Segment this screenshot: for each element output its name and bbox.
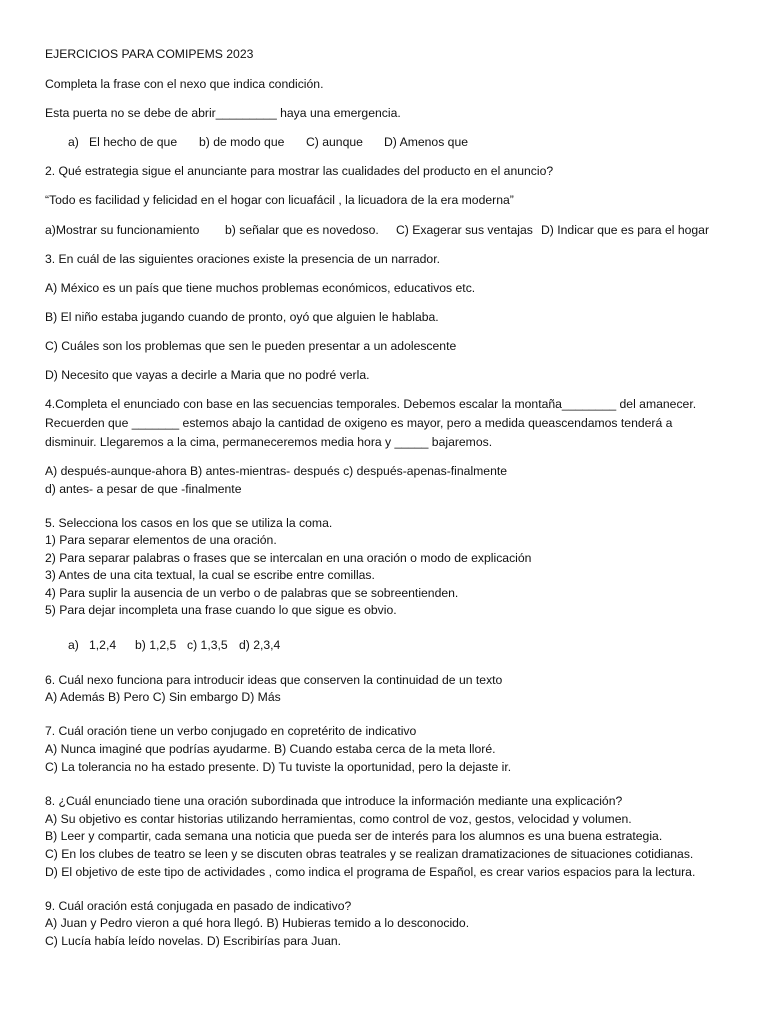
q3-option-b: B) El niño estaba jugando cuando de pronto, oyó que alguien le hablaba. bbox=[45, 310, 439, 324]
q1-options bbox=[68, 134, 468, 152]
q6-options: A) Además B) Pero C) Sin embargo D) Más bbox=[45, 690, 281, 704]
q9-options-line-2: C) Lucía había leído novelas. D) Escribirías para Juan. bbox=[45, 934, 342, 948]
q5-option-a-marker: a) bbox=[68, 638, 79, 652]
q1-option-a: El hecho de que bbox=[89, 135, 178, 149]
q2-options bbox=[45, 222, 709, 240]
q3-option-d: D) Necesito que vayas a decirle a Maria que no podré verla. bbox=[45, 368, 370, 382]
q1-option-a-marker: a) bbox=[68, 135, 79, 149]
q5-item-2: 2) Para separar palabras o frases que se intercalan en una oración o modo de explicación bbox=[45, 551, 532, 565]
q1-option-b: b) de modo que bbox=[199, 135, 285, 149]
q2-option-d: D) Indicar que es para el hogar bbox=[541, 223, 710, 237]
q4-line-3: disminuir. Llegaremos a la cima, permaneceremos media hora y _____ bajaremos. bbox=[45, 435, 493, 449]
q2-question: 2. Qué estrategia sigue el anunciante para mostrar las cualidades del producto en el anuncio? bbox=[45, 164, 554, 178]
q5-item-3: 3) Antes de una cita textual, la cual se escribe entre comillas. bbox=[45, 568, 375, 582]
q7-options-line-2: C) La tolerancia no ha estado presente. D) Tu tuviste la oportunidad, pero la dejaste ir. bbox=[45, 760, 512, 774]
q4-line-1: 4.Completa el enunciado con base en las secuencias temporales. Debemos escalar la montaña________ del amanecer. bbox=[45, 397, 697, 411]
q9-question: 9. Cuál oración está conjugada en pasado de indicativo? bbox=[45, 899, 352, 913]
q9-options-line-1: A) Juan y Pedro vieron a qué hora llegó. B) Hubieras temido a lo desconocido. bbox=[45, 916, 470, 930]
q5-option-d: d) 2,3,4 bbox=[239, 638, 281, 652]
q2-option-c: C) Exagerar sus ventajas bbox=[396, 223, 533, 237]
q6-question: 6. Cuál nexo funciona para introducir ideas que conserven la continuidad de un texto bbox=[45, 673, 503, 687]
q8-option-b: B) Leer y compartir, cada semana una noticia que pueda ser de interés para los alumnos es una buena estrategia. bbox=[45, 829, 663, 843]
q8-option-a: A) Su objetivo es contar historias utilizando herramientas, como control de voz, gestos, velocidad y volumen. bbox=[45, 812, 632, 826]
document-title: EJERCICIOS PARA COMIPEMS 2023 bbox=[45, 47, 254, 61]
q5-item-5: 5) Para dejar incompleta una frase cuando lo que sigue es obvio. bbox=[45, 603, 397, 617]
q5-item-4: 4) Para suplir la ausencia de un verbo o de palabras que se sobreentienden. bbox=[45, 586, 459, 600]
q8-option-c: C) En los clubes de teatro se leen y se discuten obras teatrales y se realizan dramatizaciones de situaciones cotidianas. bbox=[45, 847, 694, 861]
worksheet-page bbox=[45, 0, 745, 1024]
q4-options-line-2: d) antes- a pesar de que -finalmente bbox=[45, 482, 242, 496]
q3-option-a: A) México es un país que tiene muchos problemas económicos, educativos etc. bbox=[45, 281, 476, 295]
q1-instruction: Completa la frase con el nexo que indica condición. bbox=[45, 77, 324, 91]
q5-option-a: 1,2,4 bbox=[89, 638, 117, 652]
q4-options-line-1: A) después-aunque-ahora B) antes-mientras- después c) después-apenas-finalmente bbox=[45, 464, 508, 478]
q5-option-c: c) 1,3,5 bbox=[187, 638, 228, 652]
q1-option-c: C) aunque bbox=[306, 135, 363, 149]
q5-option-b: b) 1,2,5 bbox=[135, 638, 177, 652]
q7-question: 7. Cuál oración tiene un verbo conjugado en copretérito de indicativo bbox=[45, 724, 417, 738]
q3-question: 3. En cuál de las siguientes oraciones existe la presencia de un narrador. bbox=[45, 252, 440, 266]
q1-option-d: D) Amenos que bbox=[384, 135, 469, 149]
q2-quote: “Todo es facilidad y felicidad en el hogar con licuafácil , la licuadora de la era moderna” bbox=[45, 193, 514, 207]
q2-option-a: a)Mostrar su funcionamiento bbox=[45, 223, 200, 237]
q5-item-1: 1) Para separar elementos de una oración. bbox=[45, 533, 277, 547]
q4-line-2: Recuerden que _______ estemos abajo la cantidad de oxigeno es mayor, pero a medida queascendamos tenderá a bbox=[45, 416, 673, 430]
q5-question: 5. Selecciona los casos en los que se utiliza la coma. bbox=[45, 516, 333, 530]
q7-options-line-1: A) Nunca imaginé que podrías ayudarme. B) Cuando estaba cerca de la meta lloré. bbox=[45, 742, 496, 756]
q1-sentence: Esta puerta no se debe de abrir_________ haya una emergencia. bbox=[45, 106, 401, 120]
q3-option-c: C) Cuáles son los problemas que sen le pueden presentar a un adolescente bbox=[45, 339, 457, 353]
q2-option-b: b) señalar que es novedoso. bbox=[225, 223, 379, 237]
q5-options bbox=[68, 637, 280, 655]
q8-question: 8. ¿Cuál enunciado tiene una oración subordinada que introduce la información mediante una explicación? bbox=[45, 794, 623, 808]
q8-option-d: D) El objetivo de este tipo de actividades , como indica el programa de Español, es crear varios espacios para la lectura. bbox=[45, 865, 696, 879]
